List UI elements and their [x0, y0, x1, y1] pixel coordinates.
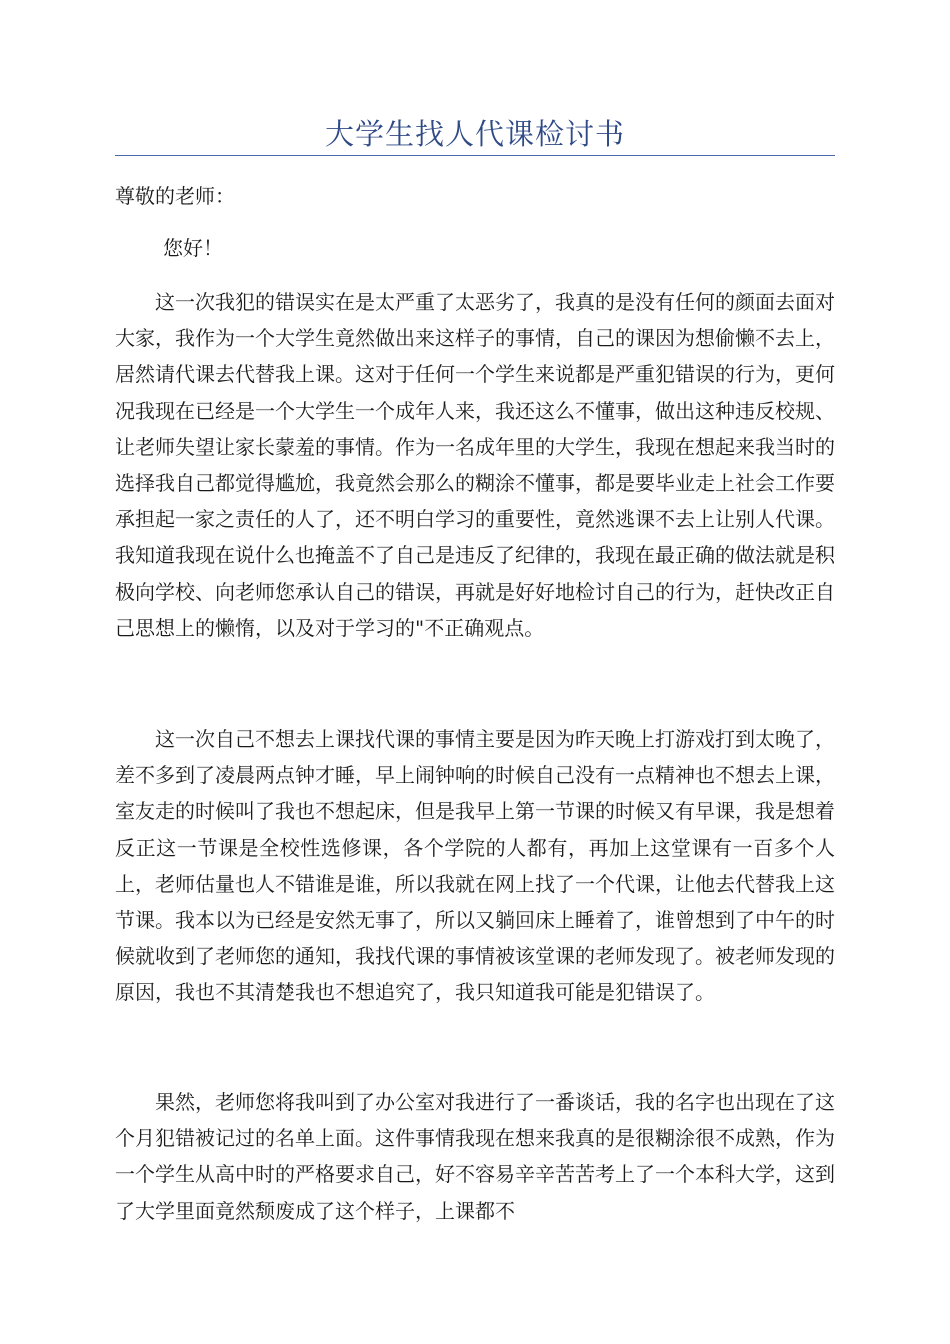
- paragraph-1: 这一次我犯的错误实在是太严重了太恶劣了，我真的是没有任何的颜面去面对大家，我作为一个大学生竟然做出来这样子的事情，自己的课因为想偷懒不去上，居然请代课去代替我上课。这对于任何一个学生来说都是严重犯错误的行为，更何况我现在已经是一个大学生一个成年人来，我还这么不懂事，做出这种违反校规、让老师失望让家长蒙羞的事情。作为一名成年里的大学生，我现在想起来我当时的选择我自己都觉得尴尬，我竟然会那么的糊涂不懂事，都是要毕业走上社会工作要承担起一家之责任的人了，还不明白学习的重要性，竟然逃课不去上让别人代课。我知道我现在说什么也掩盖不了自己是违反了纪律的，我现在最正确的做法就是积极向学校、向老师您承认自己的错误，再就是好好地检讨自己的行为，赶快改正自己思想上的懒惰，以及对于学习的"不正确观点。: [115, 290, 835, 640]
- greeting: 您好！: [163, 236, 223, 260]
- title-underline: [115, 155, 835, 156]
- salutation: 尊敬的老师：: [115, 184, 235, 208]
- paragraph-2: 这一次自己不想去上课找代课的事情主要是因为昨天晚上打游戏打到太晚了，差不多到了凌晨两点钟才睡，早上闹钟响的时候自己没有一点精神也不想去上课，室友走的时候叫了我也不想起床，但是我早上第一节课的时候又有早课，我是想着反正这一节课是全校性选修课，各个学院的人都有，再加上这堂课有一百多个人上，老师估量也人不错谁是谁，所以我就在网上找了一个代课，让他去代替我上这节课。我本以为已经是安然无事了，所以又躺回床上睡着了，谁曾想到了中午的时候就收到了老师您的通知，我找代课的事情被该堂课的老师发现了。被老师发现的原因，我也不其清楚我也不想追究了，我只知道我可能是犯错误了。: [115, 727, 835, 1005]
- document-title: 大学生找人代课检讨书: [324, 117, 625, 151]
- paragraph-3: 果然，老师您将我叫到了办公室对我进行了一番谈话，我的名字也出现在了这个月犯错被记过的名单上面。这件事情我现在想来我真的是很糊涂很不成熟，作为一个学生从高中时的严格要求自己，好不容易辛辛苦苦考上了一个本科大学，这到了大学里面竟然颓废成了这个样子，上课都不: [115, 1090, 835, 1223]
